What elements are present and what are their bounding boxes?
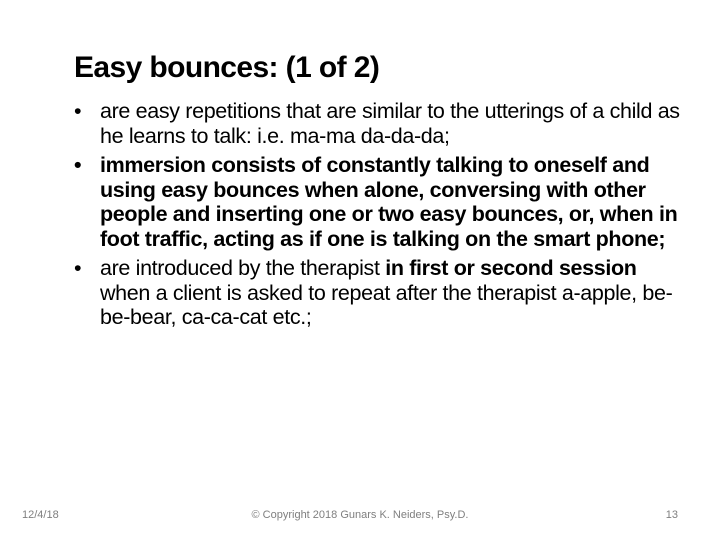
bullet-text-2: immersion consists of constantly talking to oneself and using easy bounces when alone, conversing with other people and inserting one or two easy bounces, or, when in foot traffic, acting as if one is talking on the smart phone; — [100, 153, 678, 251]
bullet-text-1: are easy repetitions that are similar to the utterings of a child as he learns to talk: i.e. ma-ma da-da-da; — [100, 99, 680, 148]
footer-copyright: © Copyright 2018 Gunars K. Neiders, Psy.D. — [251, 509, 469, 521]
slide-title: Easy bounces: (1 of 2) — [74, 51, 380, 84]
footer-date: 12/4/18 — [22, 509, 59, 521]
footer-page-number: 13 — [665, 509, 678, 521]
bullet-text-3-bold: in first or second session — [385, 256, 637, 280]
bullet-icon: • — [74, 153, 82, 177]
bullet-item-2 — [74, 153, 684, 251]
bullet-item-1 — [74, 99, 684, 148]
bullet-item-3 — [74, 256, 684, 330]
bullet-icon: • — [74, 99, 82, 123]
bullet-list — [74, 99, 684, 335]
bullet-text-3-after: when a client is asked to repeat after the therapist a-apple, be-be-bear, ca-ca-cat etc.; — [100, 280, 673, 329]
bullet-icon: • — [74, 256, 82, 280]
bullet-text-3-before: are introduced by the therapist — [100, 256, 386, 280]
